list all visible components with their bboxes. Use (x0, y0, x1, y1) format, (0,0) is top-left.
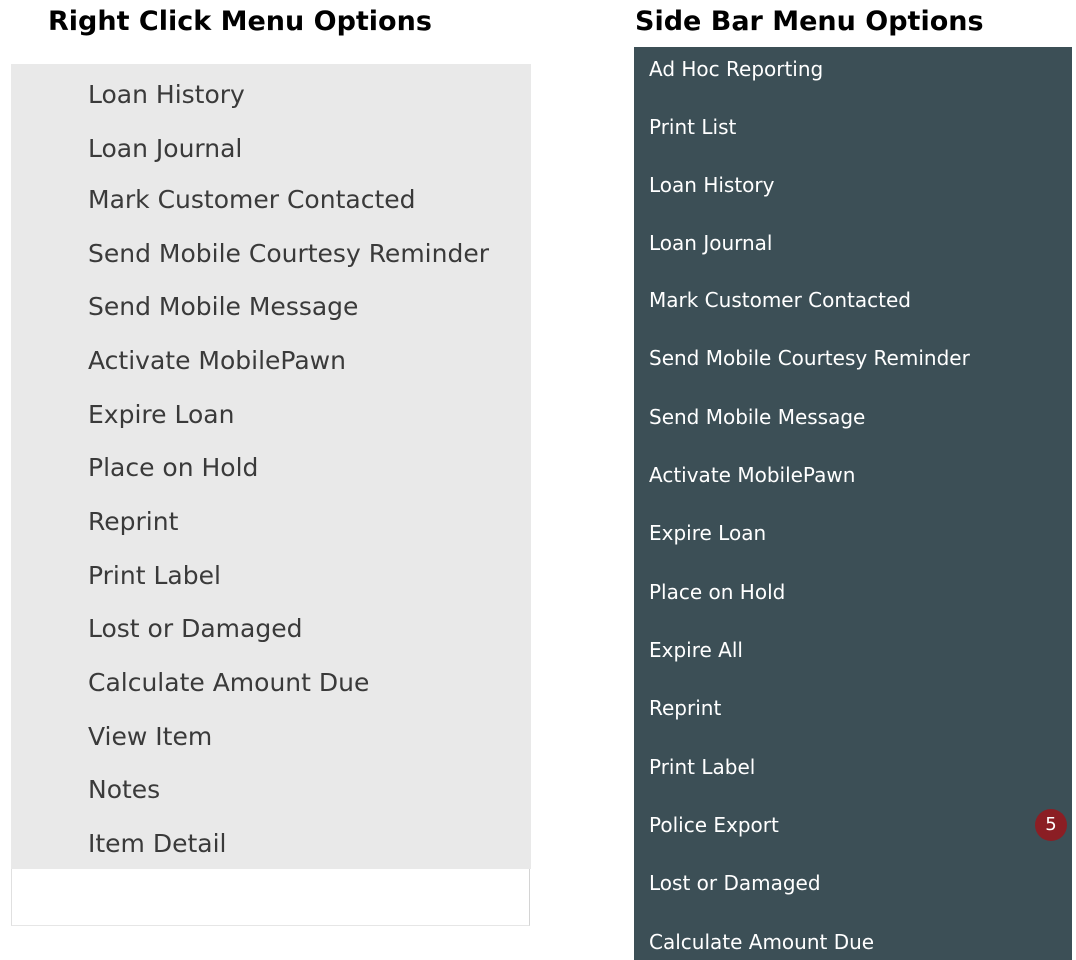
context-item-place-on-hold[interactable]: Place on Hold (88, 453, 259, 482)
context-item-print-label[interactable]: Print Label (88, 561, 221, 590)
sidebar-item-lost-or-damaged[interactable] (634, 861, 1072, 905)
sidebar-item-label: Loan History (649, 173, 775, 197)
sidebar-item-print-label[interactable] (634, 745, 1072, 789)
sidebar-item-activate-mobilepawn[interactable] (634, 453, 1072, 497)
sidebar-item-label: Mark Customer Contacted (649, 288, 911, 312)
sidebar-item-label: Print Label (649, 755, 756, 779)
sidebar-item-label: Send Mobile Courtesy Reminder (649, 346, 970, 370)
sidebar-item-send-mobile-message[interactable] (634, 395, 1072, 439)
sidebar-item-place-on-hold[interactable] (634, 570, 1072, 614)
sidebar-item-label: Expire All (649, 638, 743, 662)
context-item-lost-or-damaged[interactable]: Lost or Damaged (88, 614, 303, 643)
context-item-send-mobile-courtesy-reminder[interactable]: Send Mobile Courtesy Reminder (88, 239, 489, 268)
context-item-mark-customer-contacted[interactable]: Mark Customer Contacted (88, 185, 416, 214)
sidebar-item-label: Expire Loan (649, 521, 767, 545)
context-menu-underlying-area (11, 869, 530, 926)
sidebar-item-print-list[interactable] (634, 105, 1072, 149)
side-bar-menu-heading: Side Bar Menu Options (635, 6, 984, 37)
sidebar-item-reprint[interactable] (634, 686, 1072, 730)
sidebar-item-label: Reprint (649, 696, 722, 720)
sidebar-item-police-export[interactable] (634, 803, 1072, 847)
sidebar-item-label: Calculate Amount Due (649, 930, 875, 954)
context-item-loan-journal[interactable]: Loan Journal (88, 134, 243, 163)
sidebar-item-label: Ad Hoc Reporting (649, 57, 824, 81)
sidebar-item-label: Send Mobile Message (649, 405, 866, 429)
sidebar-item-send-mobile-courtesy-reminder[interactable] (634, 336, 1072, 380)
sidebar-item-loan-history[interactable] (634, 163, 1072, 207)
sidebar-item-loan-journal[interactable] (634, 221, 1072, 265)
sidebar-item-label: Activate MobilePawn (649, 463, 856, 487)
context-item-view-item[interactable]: View Item (88, 722, 213, 751)
context-item-calculate-amount-due[interactable]: Calculate Amount Due (88, 668, 370, 697)
sidebar-item-label: Police Export (649, 813, 779, 837)
side-bar-menu (634, 47, 1072, 960)
context-item-notes[interactable]: Notes (88, 775, 161, 804)
police-export-count-badge: 5 (1035, 809, 1067, 841)
sidebar-item-expire-all[interactable] (634, 628, 1072, 672)
sidebar-item-label: Place on Hold (649, 580, 786, 604)
context-item-expire-loan[interactable]: Expire Loan (88, 400, 235, 429)
context-item-item-detail[interactable]: Item Detail (88, 829, 227, 858)
sidebar-item-calculate-amount-due[interactable] (634, 920, 1072, 960)
right-click-context-menu (11, 64, 531, 869)
sidebar-item-expire-loan[interactable] (634, 511, 1072, 555)
sidebar-item-label: Lost or Damaged (649, 871, 821, 895)
sidebar-item-ad-hoc-reporting[interactable] (634, 47, 1072, 91)
context-item-reprint[interactable]: Reprint (88, 507, 179, 536)
right-click-menu-heading: Right Click Menu Options (48, 6, 432, 37)
context-item-loan-history[interactable]: Loan History (88, 80, 245, 109)
sidebar-item-label: Loan Journal (649, 231, 773, 255)
sidebar-item-mark-customer-contacted[interactable] (634, 278, 1072, 322)
context-item-send-mobile-message[interactable]: Send Mobile Message (88, 292, 359, 321)
sidebar-item-label: Print List (649, 115, 737, 139)
context-item-activate-mobilepawn[interactable]: Activate MobilePawn (88, 346, 346, 375)
